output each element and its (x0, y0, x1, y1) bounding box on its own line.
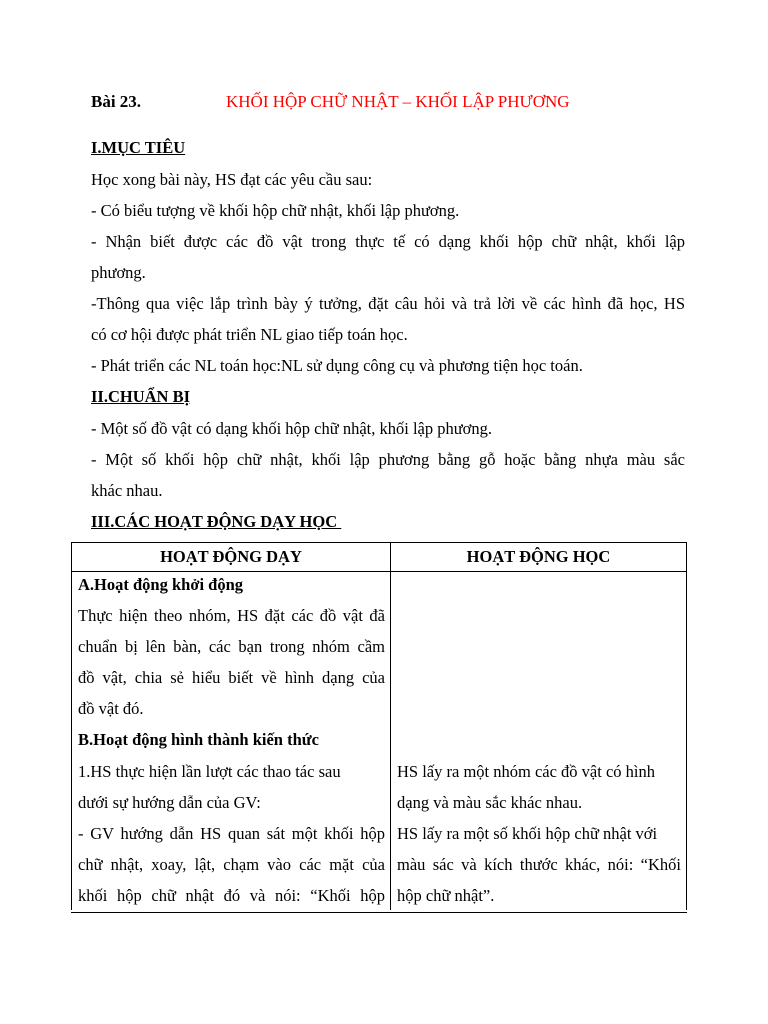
table-row (72, 572, 687, 913)
activities-table (71, 542, 687, 913)
objectives-line: phương. (91, 263, 146, 282)
preparation-line: - Một số khối hộp chữ nhật, khối lập phương bằng gỗ hoặc bằng nhựa màu sắc (91, 450, 685, 469)
section-a-heading: A.Hoạt động khởi động (78, 575, 244, 594)
objectives-heading: I.MỤC TIÊU (91, 138, 186, 157)
student-activities-cell (391, 572, 687, 913)
objectives-line: - Phát triển các NL toán học:NL sử dụng công cụ và phương tiện học toán. (91, 356, 583, 375)
student-line: dạng và màu sắc khác nhau. (397, 793, 583, 812)
student-line: màu sác và kích thước khác, nói: “Khối (397, 855, 681, 874)
teacher-line: dưới sự hướng dẫn của GV: (78, 793, 261, 812)
teacher-line: Thực hiện theo nhóm, HS đặt các đồ vật đã (78, 606, 385, 625)
preparation-line: khác nhau. (91, 481, 163, 500)
lesson-title-row (91, 92, 691, 116)
teacher-line: 1.HS thực hiện lần lượt các thao tác sau (78, 762, 341, 781)
page-cut-edge (71, 910, 687, 912)
preparation-heading: II.CHUẨN BỊ (91, 387, 191, 406)
teacher-activities-cell (72, 572, 391, 913)
activities-heading: III.CÁC HOẠT ĐỘNG DẠY HỌC (91, 512, 342, 531)
objectives-line: -Thông qua việc lắp trình bày ý tưởng, đặt câu hỏi và trả lời về các hình đã học, HS (91, 294, 685, 313)
teacher-line: đồ vật, chia sẻ hiểu biết về hình dạng của (78, 668, 385, 687)
lesson-number: Bài 23. (91, 92, 142, 111)
teacher-column-header: HOẠT ĐỘNG DẠY (72, 543, 391, 572)
teacher-line: chữ nhật, xoay, lật, chạm vào các mặt của (78, 855, 385, 874)
section-b-heading: B.Hoạt động hình thành kiến thức (78, 730, 319, 749)
teacher-line: khối hộp chữ nhật đó và nói: “Khối hộp (78, 886, 385, 905)
table-header-row (72, 543, 687, 572)
student-line: HS lấy ra một nhóm các đồ vật có hình (397, 762, 655, 781)
objectives-line: - Có biểu tượng về khối hộp chữ nhật, khối lập phương. (91, 201, 460, 220)
preparation-line: - Một số đồ vật có dạng khối hộp chữ nhật, khối lập phương. (91, 419, 493, 438)
teacher-line: chuẩn bị lên bàn, các bạn trong nhóm cầm (78, 637, 385, 656)
teacher-line: - GV hướng dẫn HS quan sát một khối hộp (78, 824, 385, 843)
student-line: hộp chữ nhật”. (397, 886, 495, 905)
lesson-title: KHỐI HỘP CHỮ NHẬT – KHỐI LẬP PHƯƠNG (226, 92, 570, 111)
student-line: HS lấy ra một số khối hộp chữ nhật với (397, 824, 658, 843)
teacher-line: đồ vật đó. (78, 699, 144, 718)
student-column-header: HOẠT ĐỘNG HỌC (391, 543, 687, 572)
objectives-line: Học xong bài này, HS đạt các yêu cầu sau: (91, 170, 373, 189)
objectives-line: - Nhận biết được các đồ vật trong thực tế có dạng khối hộp chữ nhật, khối lập (91, 232, 685, 251)
objectives-line: có cơ hội được phát triển NL giao tiếp toán học. (91, 325, 408, 344)
